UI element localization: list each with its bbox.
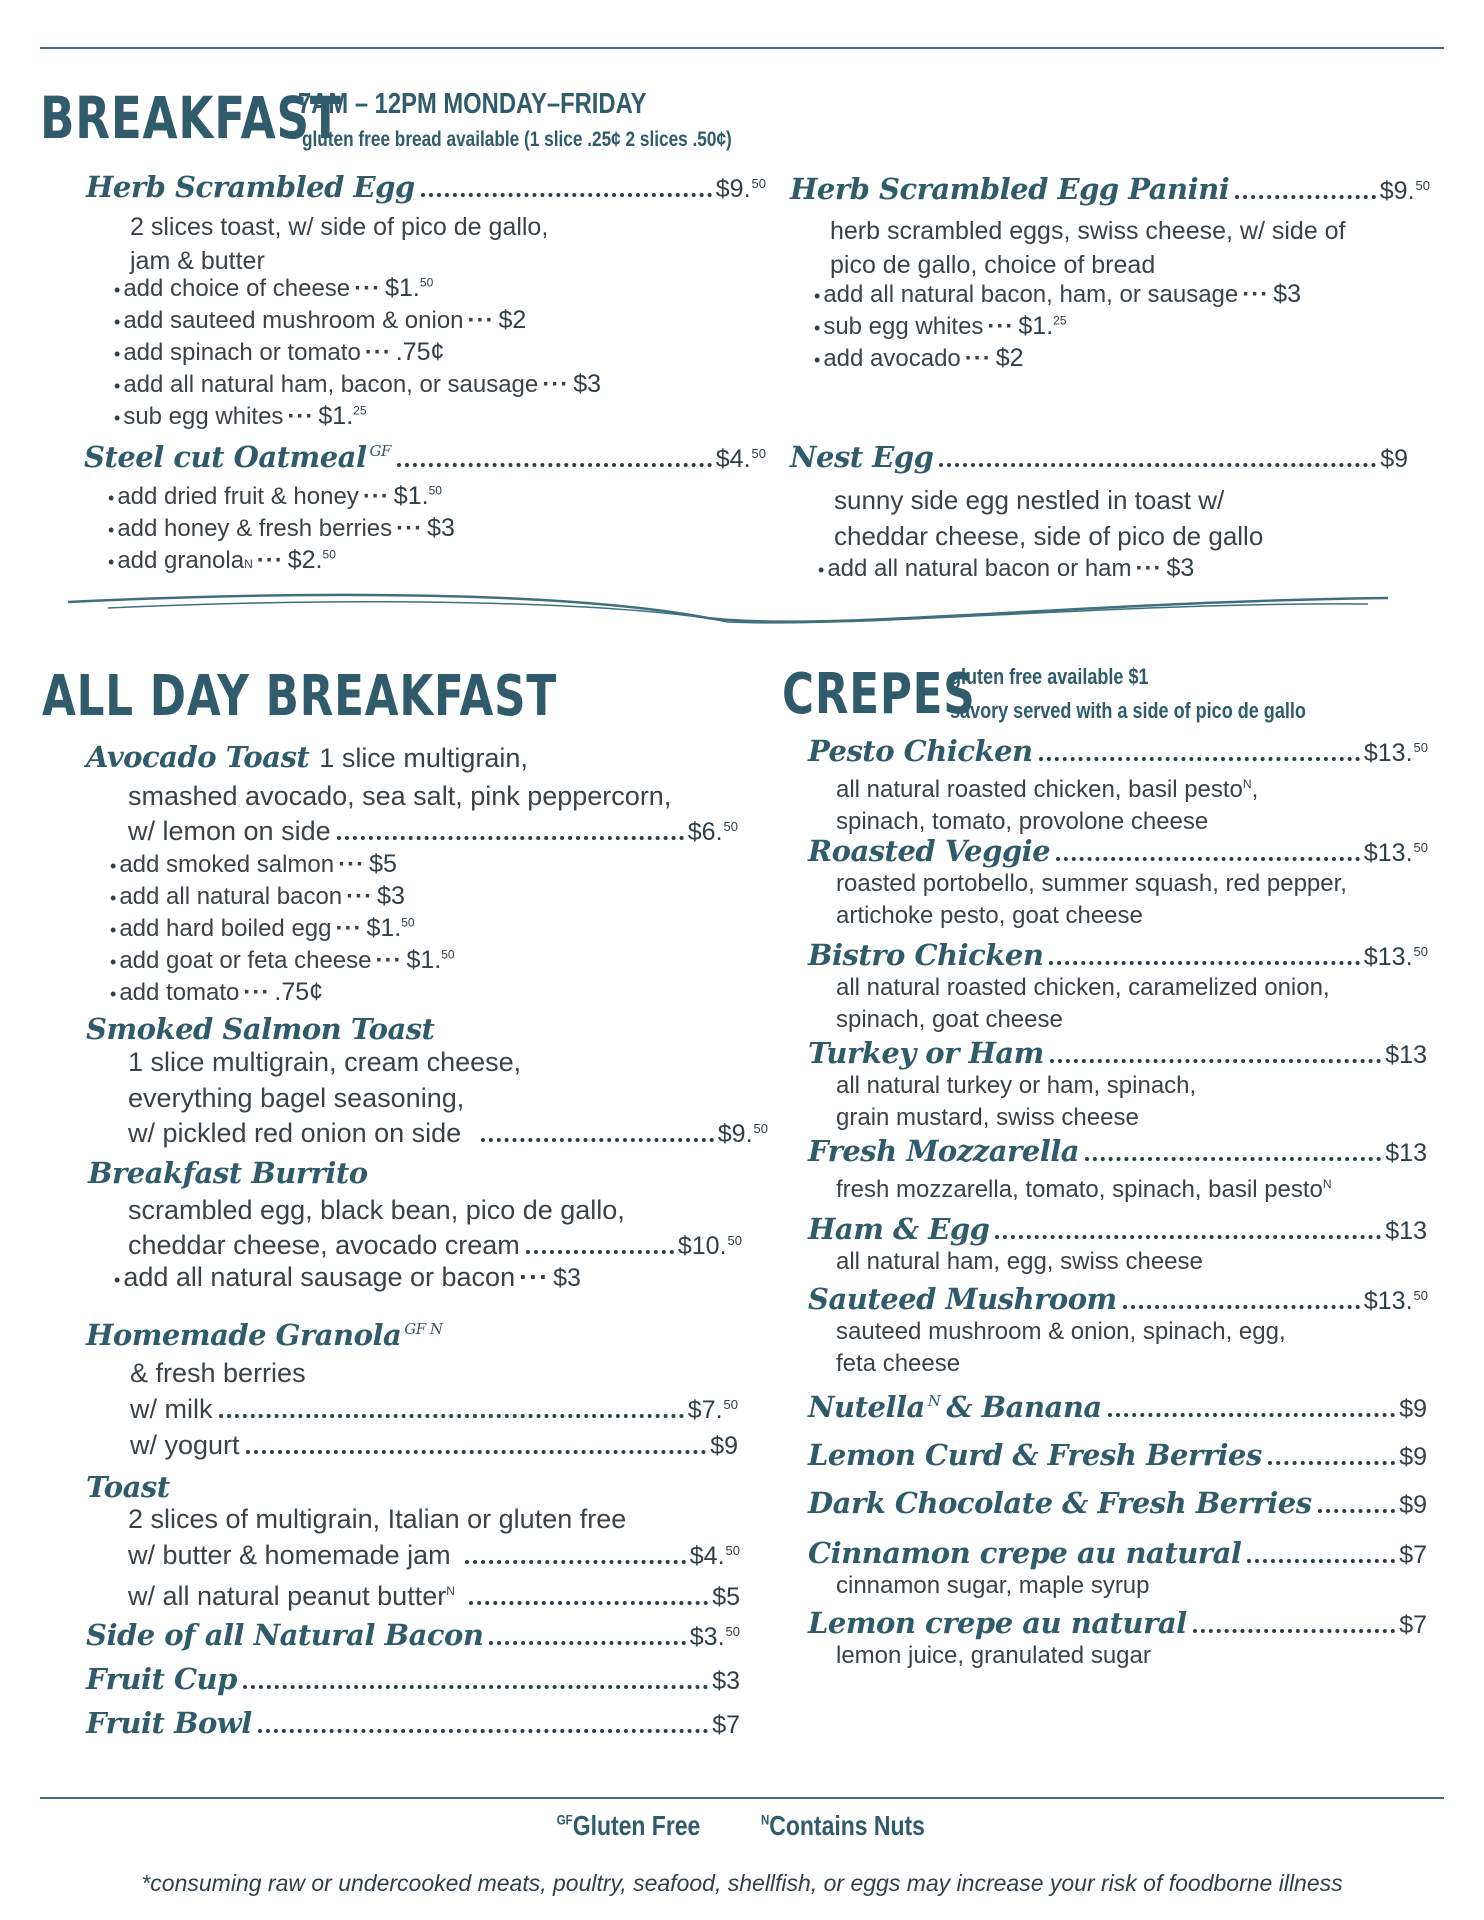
- item-description: & fresh berries: [130, 1358, 306, 1388]
- crepe-item: [808, 734, 1428, 769]
- breakfast-note: gluten free bread available (1 slice .25¢ 2 slices .50¢): [302, 128, 732, 151]
- addon-option: • add all natural sausage or bacon ··· $3: [114, 1262, 581, 1292]
- crepe-item: [808, 938, 1428, 973]
- item-price: $7: [1399, 1541, 1427, 1569]
- item-description: herb scrambled eggs, swiss cheese, w/ side of pico de gallo, choice of bread: [830, 217, 1346, 279]
- addon-option: • add sauteed mushroom & onion ··· $2: [114, 306, 527, 334]
- item-description: sauteed mushroom & onion, spinach, egg, feta cheese: [836, 1318, 1286, 1377]
- leader-dots: [1049, 961, 1359, 965]
- leader-dots: [1123, 1305, 1360, 1309]
- item-name: Cinnamon crepe au natural: [808, 1536, 1242, 1570]
- granola-yogurt-option: w/ yogurt $9: [130, 1430, 738, 1460]
- item-name: Fruit Bowl: [86, 1706, 252, 1740]
- item-description: fresh mozzarella, tomato, spinach, basil pesto$^N$: [836, 1176, 1332, 1203]
- menu-item-toast: [86, 1470, 170, 1504]
- item-description: 2 slices of multigrain, Italian or gluten free: [128, 1504, 627, 1534]
- item-price: $13.50: [1363, 1287, 1428, 1315]
- item-name: Bistro Chicken: [808, 938, 1044, 972]
- item-price: $3: [712, 1667, 740, 1695]
- item-price: $9: [710, 1432, 738, 1460]
- addon-option: • add honey & fresh berries ··· $3: [108, 514, 455, 542]
- addon-option: • add granola N ··· $2.50: [108, 546, 336, 574]
- item-name: Fresh Mozzarella: [808, 1134, 1080, 1168]
- granola-milk-option: w/ milk $7.50: [130, 1394, 738, 1424]
- item-name: Roasted Veggie: [808, 834, 1051, 868]
- item-name: Smoked Salmon Toast: [86, 1012, 435, 1046]
- contains-nuts-legend: $^N$Contains Nuts: [761, 1810, 926, 1841]
- item-price: $9.50: [715, 175, 766, 203]
- addon-option: • add all natural bacon ··· $3: [110, 882, 405, 910]
- item-name: Turkey or Ham: [808, 1036, 1044, 1070]
- leader-dots: [1318, 1509, 1396, 1513]
- addon-option: • sub egg whites ··· $1.25: [114, 402, 367, 430]
- item-price: $9: [1399, 1443, 1427, 1471]
- item-description: all natural roasted chicken, caramelized onion, spinach, goat cheese: [836, 974, 1330, 1033]
- addon-option: • add hard boiled egg ··· $1.50: [110, 914, 415, 942]
- addon-option: • add dried fruit & honey ··· $1.50: [108, 482, 442, 510]
- top-divider: [40, 47, 1444, 49]
- crepe-item: [808, 1536, 1428, 1571]
- addon-option: • add all natural ham, bacon, or sausage ··· $3: [114, 370, 602, 398]
- toast-butter-option: w/ butter & homemade jam $4.50: [128, 1540, 740, 1570]
- addon-option: • add tomato ··· .75¢: [110, 978, 324, 1006]
- leader-dots: [1247, 1559, 1395, 1563]
- addon-option: • add all natural bacon or ham ··· $3: [818, 554, 1195, 582]
- item-name: Homemade Granola $^{GF N}$: [86, 1318, 443, 1352]
- leader-dots: [465, 1560, 686, 1564]
- item-price: $3.50: [689, 1623, 740, 1651]
- item-price: $9.50: [717, 1120, 768, 1148]
- item-description: cinnamon sugar, maple syrup: [836, 1572, 1150, 1599]
- menu-item-avocado-toast: [86, 740, 528, 775]
- crepe-item: [808, 834, 1428, 869]
- item-price: $9: [1399, 1491, 1427, 1519]
- item-price: $7: [712, 1711, 740, 1739]
- addon-option: • add avocado ··· $2: [814, 344, 1024, 372]
- leader-dots: [939, 463, 1376, 467]
- salmon-price-line: w/ pickled red onion on side $9.50: [128, 1118, 768, 1148]
- addon-option: • add spinach or tomato ··· .75¢: [114, 338, 445, 366]
- leader-dots: [489, 1641, 685, 1645]
- leader-dots: [995, 1235, 1381, 1239]
- leader-dots: [1085, 1157, 1381, 1161]
- leader-dots: [1193, 1629, 1396, 1633]
- crepe-item: [808, 1390, 1428, 1425]
- item-name: Fruit Cup: [86, 1662, 237, 1696]
- item-inline-description: 1 slice multigrain,: [319, 743, 528, 773]
- menu-item-smoked-salmon-toast: [86, 1012, 434, 1046]
- burrito-price-line: cheddar cheese, avocado cream $10.50: [128, 1230, 742, 1260]
- crepe-item: [808, 1606, 1428, 1641]
- item-description: lemon juice, granulated sugar: [836, 1642, 1151, 1669]
- wave-divider: [68, 588, 1388, 628]
- item-name: Herb Scrambled Egg Panini: [790, 172, 1230, 206]
- item-description: 2 slices toast, w/ side of pico de gallo, jam & butter: [130, 213, 549, 275]
- leader-dots: [526, 1250, 674, 1254]
- crepe-item: [808, 1036, 1428, 1071]
- crepe-item: [808, 1282, 1428, 1317]
- item-description: 1 slice multigrain, cream cheese, everything bagel seasoning,: [128, 1047, 522, 1113]
- leader-dots: [469, 1601, 708, 1605]
- addon-option: • add goat or feta cheese ··· $1.50: [110, 946, 455, 974]
- menu-item-breakfast-burrito: [88, 1156, 368, 1190]
- leader-dots: [421, 193, 712, 197]
- leader-dots: [1108, 1413, 1395, 1417]
- item-description: all natural ham, egg, swiss cheese: [836, 1248, 1203, 1275]
- addon-option: • add choice of cheese ··· $1.50: [114, 274, 434, 302]
- item-description: sunny side egg nestled in toast w/ cheddar cheese, side of pico de gallo: [834, 485, 1264, 551]
- item-price: $7: [1399, 1611, 1427, 1639]
- leader-dots: [1050, 1059, 1381, 1063]
- item-price: $9: [1399, 1395, 1427, 1423]
- dietary-legend: [0, 1810, 1484, 1842]
- leader-dots: [246, 1450, 707, 1454]
- crepes-title: CREPES: [782, 662, 976, 727]
- crepe-item: [808, 1134, 1428, 1169]
- item-name: Dark Chocolate & Fresh Berries: [808, 1486, 1312, 1520]
- leader-dots: [243, 1685, 708, 1689]
- item-price: $9.50: [1379, 177, 1430, 205]
- item-price: $10.50: [677, 1232, 742, 1260]
- leader-dots: [337, 836, 684, 840]
- menu-item-side-bacon: [86, 1618, 740, 1653]
- item-description: all natural roasted chicken, basil pesto$^N$, spinach, tomato, provolone cheese: [836, 776, 1259, 835]
- all-day-breakfast-title: ALL DAY BREAKFAST: [42, 664, 557, 729]
- item-name: Pesto Chicken: [808, 734, 1033, 768]
- item-price: $13: [1385, 1139, 1427, 1167]
- item-name: Breakfast Burrito: [88, 1156, 368, 1190]
- item-price: $13.50: [1363, 839, 1428, 867]
- item-description: roasted portobello, summer squash, red pepper, artichoke pesto, goat cheese: [836, 870, 1347, 929]
- item-name: Herb Scrambled Egg: [86, 170, 415, 204]
- menu-item-homemade-granola: [86, 1318, 443, 1352]
- item-price: $5: [712, 1583, 740, 1611]
- leader-dots: [481, 1138, 714, 1142]
- leader-dots: [219, 1414, 684, 1418]
- crepe-item: [808, 1438, 1428, 1473]
- item-name: Sauteed Mushroom: [808, 1282, 1117, 1316]
- menu-item-herb-scrambled-egg-panini: [790, 172, 1430, 207]
- item-price: $6.50: [687, 818, 738, 846]
- menu-item-nest-egg: [790, 440, 1408, 475]
- item-price: $4.50: [689, 1542, 740, 1570]
- crepes-note-gluten-free: gluten free available $1: [950, 664, 1149, 689]
- item-price: $13.50: [1363, 739, 1428, 767]
- item-price: $13: [1385, 1217, 1427, 1245]
- leader-dots: [397, 463, 712, 467]
- item-name: Side of all Natural Bacon: [86, 1618, 484, 1652]
- item-name: Nest Egg: [790, 440, 934, 474]
- item-name: Lemon Curd & Fresh Berries: [808, 1438, 1262, 1472]
- item-description: all natural turkey or ham, spinach, grain mustard, swiss cheese: [836, 1072, 1197, 1131]
- addon-option: • add smoked salmon ··· $5: [110, 850, 397, 878]
- item-price: $7.50: [687, 1396, 738, 1424]
- item-price: $13: [1385, 1041, 1427, 1069]
- breakfast-title: BREAKFAST: [40, 84, 342, 152]
- item-name: Steel cut Oatmeal $^{GF}$: [84, 440, 391, 474]
- crepe-item: [808, 1212, 1428, 1247]
- breakfast-hours: 7AM – 12PM MONDAY–FRIDAY: [298, 88, 647, 120]
- item-name: Ham & Egg: [808, 1212, 990, 1246]
- menu-item-steel-cut-oatmeal: [84, 440, 766, 475]
- leader-dots: [1235, 195, 1376, 199]
- toast-peanut-butter-option: w/ all natural peanut butter$^N$ $5: [128, 1581, 740, 1611]
- food-safety-disclaimer: *consuming raw or undercooked meats, poultry, seafood, shellfish, or eggs may increase your risk of foodborne illness: [141, 1870, 1343, 1896]
- gluten-free-legend: $^{GF}$Gluten Free: [556, 1810, 700, 1841]
- bottom-divider: [40, 1797, 1444, 1799]
- item-description: smashed avocado, sea salt, pink peppercorn,: [128, 781, 672, 811]
- item-name: Avocado Toast: [86, 740, 310, 774]
- crepe-item: [808, 1486, 1428, 1521]
- item-name: Lemon crepe au natural: [808, 1606, 1187, 1640]
- menu-item-fruit-bowl: [86, 1706, 740, 1741]
- leader-dots: [1039, 757, 1360, 761]
- item-name: Nutella $^N$ & Banana: [808, 1390, 1102, 1424]
- crepes-note-savory: savory served with a side of pico de gallo: [950, 698, 1306, 723]
- item-description: scrambled egg, black bean, pico de gallo,: [128, 1195, 625, 1225]
- item-price: $4.50: [715, 445, 766, 473]
- menu-item-fruit-cup: [86, 1662, 740, 1697]
- leader-dots: [1268, 1461, 1395, 1465]
- item-price: $13.50: [1363, 943, 1428, 971]
- item-name: Toast: [86, 1470, 170, 1504]
- avocado-price-line: w/ lemon on side $6.50: [128, 816, 738, 846]
- addon-option: • sub egg whites ··· $1.25: [814, 312, 1067, 340]
- addon-option: • add all natural bacon, ham, or sausage ··· $3: [814, 280, 1302, 308]
- leader-dots: [1056, 857, 1360, 861]
- menu-item-herb-scrambled-egg: [86, 170, 766, 205]
- leader-dots: [258, 1729, 708, 1733]
- item-price: $9: [1380, 445, 1408, 473]
